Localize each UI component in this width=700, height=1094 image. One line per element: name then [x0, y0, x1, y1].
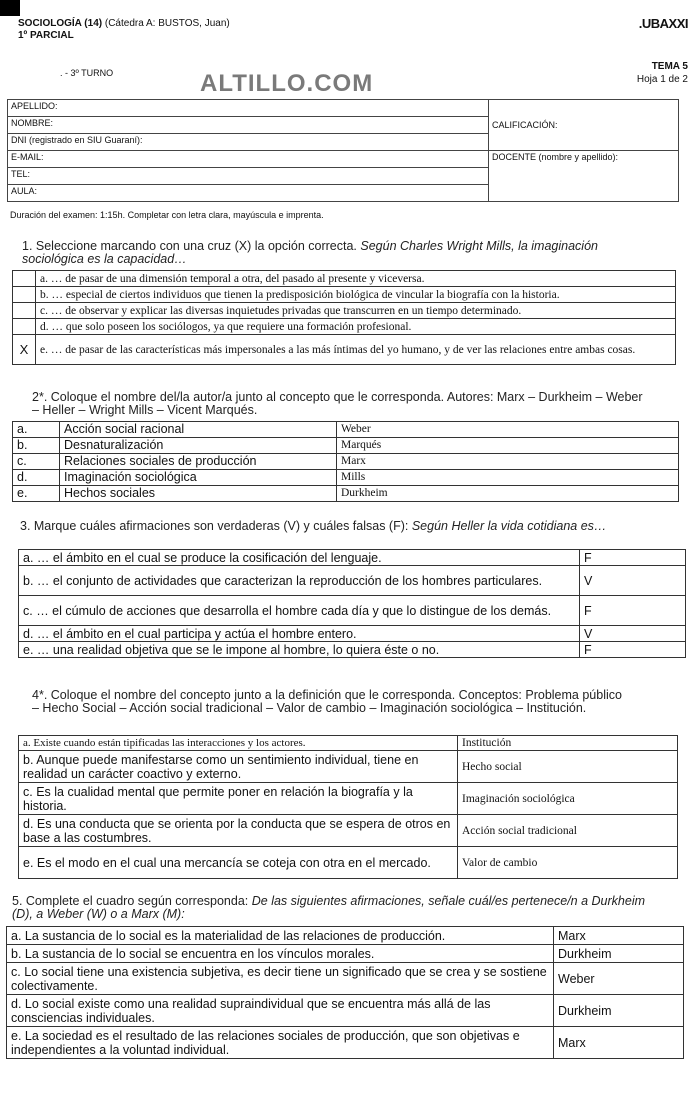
nombre-field[interactable]: NOMBRE:	[8, 117, 489, 134]
answer-cell[interactable]: Marx	[337, 454, 679, 470]
definition-cell: e. Es el modo en el cual una mercancía se coteja con otra en el mercado.	[19, 847, 458, 879]
tema-box	[637, 60, 688, 86]
turno-label: . - 3º TURNO	[60, 68, 114, 78]
docente-field[interactable]: DOCENTE (nombre y apellido):	[489, 151, 679, 202]
question-4-table	[18, 735, 678, 879]
question-5-prompt	[12, 895, 652, 921]
page-count: Hoja 1 de 2	[636, 74, 688, 85]
statement-cell: b. … el conjunto de actividades que caracterizan la reproducción de los hombres particulares.	[19, 566, 580, 596]
question-2-prompt: 2*. Coloque el nombre del/la autor/a junto al concepto que le corresponda. Autores: Marx – Durkheim – Weber – Heller – Wright Mills – Vicent Marqués.	[32, 390, 643, 417]
student-id-table	[7, 99, 679, 202]
statement-cell: c. … el cúmulo de acciones que desarrolla el hombre cada día y que lo distingue de los demás.	[19, 596, 580, 626]
course-title: SOCIOLOGÍA (14)	[18, 18, 103, 29]
row-letter: e.	[13, 486, 60, 502]
statement-cell: e. La sociedad es el resultado de las relaciones sociales de producción, que son objetivas e independientes a la voluntad individual.	[7, 1027, 554, 1059]
chair-name: (Cátedra A: BUSTOS, Juan)	[104, 18, 230, 29]
row-letter: b.	[13, 438, 60, 454]
question-4-prompt: 4*. Coloque el nombre del concepto junto a la definición que le corresponda. Conceptos: Problema público – Hecho Social – Acción social tradicional – Valor de cambio – Imaginación sociológica – Institución.	[32, 688, 622, 715]
exam-name: 1º PARCIAL	[18, 30, 74, 41]
question-3-prompt	[12, 520, 672, 533]
statement-cell: d. … el ámbito en el cual participa y actúa el hombre entero.	[19, 626, 580, 642]
aula-field[interactable]: AULA:	[8, 185, 489, 202]
concept-cell: Desnaturalización	[60, 438, 337, 454]
answer-cell[interactable]: Durkheim	[554, 945, 684, 963]
answer-cell[interactable]: Hecho social	[458, 751, 678, 783]
answer-cell[interactable]: V	[580, 626, 686, 642]
answer-cell[interactable]: Institución	[458, 736, 678, 751]
answer-cell[interactable]: Marx	[554, 927, 684, 945]
concept-cell: Imaginación sociológica	[60, 470, 337, 486]
answer-cell[interactable]: Marx	[554, 1027, 684, 1059]
question-3-table	[18, 549, 686, 658]
definition-cell: a. Existe cuando están tipificadas las interacciones y los actores.	[19, 736, 458, 751]
question-1-text: 1. Seleccione marcando con una cruz (X) la opción correcta.	[22, 239, 357, 253]
email-field[interactable]: E-MAIL:	[8, 151, 489, 168]
exam-header	[18, 18, 230, 42]
answer-cell[interactable]: Acción social tradicional	[458, 815, 678, 847]
row-letter: d.	[13, 470, 60, 486]
calificacion-field[interactable]: CALIFICACIÓN:	[489, 100, 679, 151]
concept-cell: Relaciones sociales de producción	[60, 454, 337, 470]
question-5-table	[6, 926, 684, 1059]
exam-duration: Duración del examen: 1:15h. Completar con letra clara, mayúscula e imprenta.	[10, 210, 324, 220]
option-mark[interactable]	[13, 303, 36, 319]
question-5-italic: De las siguientes afirmaciones, señale cuál/es pertenece/n a Durkheim (D), a Weber (W) o a Marx (M):	[12, 894, 646, 921]
answer-cell[interactable]: F	[580, 642, 686, 658]
question-1-italic: Según Charles Wright Mills, la imaginación sociológica es la capacidad…	[22, 239, 598, 266]
option-mark[interactable]	[13, 271, 36, 287]
option-text: c. … de observar y explicar las diversas inquietudes privadas que transcurren en un tiempo determinado.	[36, 303, 676, 319]
dni-field[interactable]: DNI (registrado en SIU Guaraní):	[8, 134, 489, 151]
answer-cell[interactable]: Imaginación sociológica	[458, 783, 678, 815]
answer-cell[interactable]: V	[580, 566, 686, 596]
definition-cell: c. Es la cualidad mental que permite poner en relación la biografía y la historia.	[19, 783, 458, 815]
question-3-text: 3. Marque cuáles afirmaciones son verdaderas (V) y cuáles falsas (F):	[20, 519, 409, 533]
statement-cell: a. … el ámbito en el cual se produce la cosificación del lenguaje.	[19, 550, 580, 566]
tel-field[interactable]: TEL:	[8, 168, 489, 185]
watermark: ALTILLO.COM	[200, 70, 374, 97]
statement-cell: b. La sustancia de lo social se encuentra en los vínculos morales.	[7, 945, 554, 963]
option-mark[interactable]	[13, 287, 36, 303]
corner-mark	[0, 0, 20, 16]
statement-cell: a. La sustancia de lo social es la materialidad de las relaciones de producción.	[7, 927, 554, 945]
option-text: d. … que solo poseen los sociólogos, ya que requiere una formación profesional.	[36, 319, 676, 335]
question-1-table	[12, 270, 676, 365]
question-5-text: 5. Complete el cuadro según corresponda:	[12, 894, 249, 908]
tema-label: TEMA 5	[651, 61, 688, 72]
row-letter: c.	[13, 454, 60, 470]
concept-cell: Hechos sociales	[60, 486, 337, 502]
option-mark[interactable]: X	[13, 335, 36, 365]
question-3-italic: Según Heller la vida cotidiana es…	[411, 519, 607, 533]
statement-cell: e. … una realidad objetiva que se le impone al hombre, lo quiera éste o no.	[19, 642, 580, 658]
option-mark[interactable]	[13, 319, 36, 335]
question-1-prompt	[22, 240, 662, 266]
option-text: b. … especial de ciertos individuos que tienen la predisposición biológica de vincular la biografía con la historia.	[36, 287, 676, 303]
statement-cell: c. Lo social tiene una existencia subjetiva, es decir tiene un significado que se crea y se sostiene colectivamente.	[7, 963, 554, 995]
answer-cell[interactable]: Mills	[337, 470, 679, 486]
answer-cell[interactable]: Valor de cambio	[458, 847, 678, 879]
answer-cell[interactable]: F	[580, 596, 686, 626]
answer-cell[interactable]: Durkheim	[554, 995, 684, 1027]
statement-cell: d. Lo social existe como una realidad supraindividual que se encuentra más allá de las consciencias individuales.	[7, 995, 554, 1027]
definition-cell: d. Es una conducta que se orienta por la conducta que se espera de otros en base a las costumbres.	[19, 815, 458, 847]
apellido-field[interactable]: APELLIDO:	[8, 100, 489, 117]
answer-cell[interactable]: Marqués	[337, 438, 679, 454]
uba-logo: .UBAXXI	[638, 16, 688, 31]
question-2-table	[12, 421, 679, 502]
answer-cell[interactable]: F	[580, 550, 686, 566]
answer-cell[interactable]: Weber	[337, 422, 679, 438]
row-letter: a.	[13, 422, 60, 438]
option-text: e. … de pasar de las características más impersonales a las más íntimas del yo humano, y de ver las relaciones entre ambas cosas.	[36, 335, 676, 365]
option-text: a. … de pasar de una dimensión temporal a otra, del pasado al presente y viceversa.	[36, 271, 676, 287]
answer-cell[interactable]: Durkheim	[337, 486, 679, 502]
concept-cell: Acción social racional	[60, 422, 337, 438]
definition-cell: b. Aunque puede manifestarse como un sentimiento individual, tiene en realidad un carácter coactivo y externo.	[19, 751, 458, 783]
answer-cell[interactable]: Weber	[554, 963, 684, 995]
